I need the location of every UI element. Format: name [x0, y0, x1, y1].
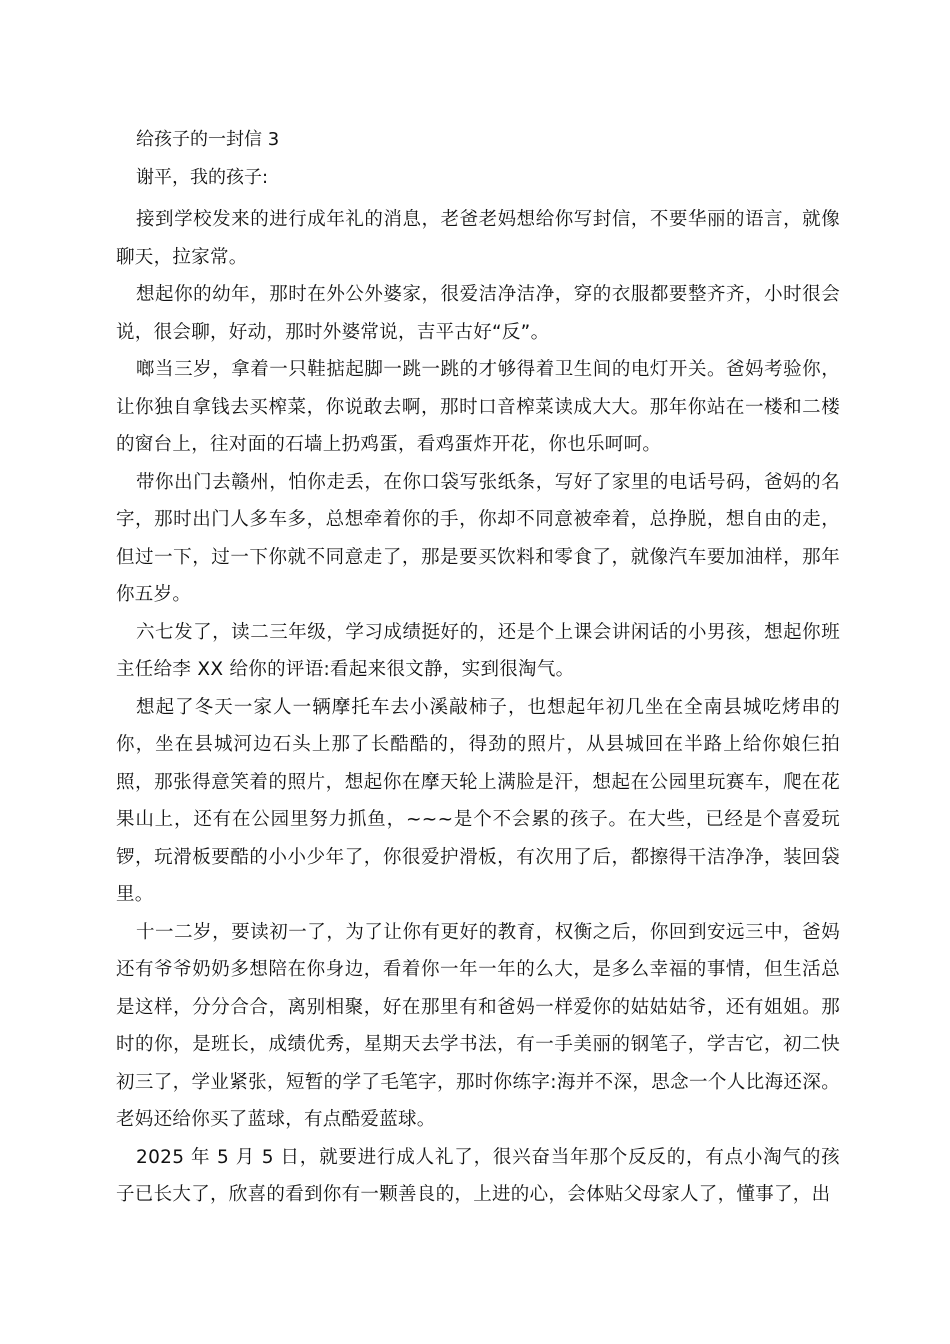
letter-paragraph-4: 带你出门去赣州，怕你走丢，在你口袋写张纸条，写好了家里的电话号码，爸妈的名字，那时出门人多车多，总想牵着你的手，你却不同意被牵着，总挣脱，想自由的走，但过一下，过一下你就不同意走了，那是要买饮料和零食了，就像汽车要加油样，那年你五岁。 [116, 471, 840, 605]
letter-paragraph-8: 2025 年 5 月 5 日，就要进行成人礼了，很兴奋当年那个反反的，有点小淘气的孩子已长大了，欣喜的看到你有一颗善良的，上进的心，会体贴父母家人了，懂事了，出 [116, 1146, 840, 1205]
letter-salutation: 谢平，我的孩子: [136, 167, 269, 188]
letter-paragraph-3: 啷当三岁，拿着一只鞋掂起脚一跳一跳的才够得着卫生间的电灯开关。爸妈考验你，让你独自拿钱去买榨菜，你说敢去啊，那时口音榨菜读成大大。那年你站在一楼和二楼的窗台上，往对面的石墙上扔鸡蛋，看鸡蛋炸开花，你也乐呵呵。 [116, 359, 840, 455]
letter-paragraph-5: 六七发了，读二三年级，学习成绩挺好的，还是个上课会讲闲话的小男孩，想起你班主任给李 XX 给你的评语:看起来很文静，实到很淘气。 [116, 621, 840, 680]
letter-paragraph-1: 接到学校发来的进行成年礼的消息，老爸老妈想给你写封信，不要华丽的语言，就像聊天，拉家常。 [116, 209, 840, 268]
letter-paragraph-2: 想起你的幼年，那时在外公外婆家，很爱洁净洁净，穿的衣服都要整齐齐，小时很会说，很会聊，好动，那时外婆常说，吉平古好“反”。 [116, 284, 840, 343]
letter-title: 给孩子的一封信 3 [136, 129, 280, 150]
letter-paragraph-6: 想起了冬天一家人一辆摩托车去小溪敲柿子，也想起年初几坐在全南县城吃烤串的你，坐在县城河边石头上那了长酷酷的，得劲的照片，从县城回在半路上给你娘仨拍照，那张得意笑着的照片，想起你在摩天轮上满脸是汗，想起在公园里玩赛车，爬在花果山上，还有在公园里努力抓鱼，~~~是个不会累的孩子。在大些，已经是个喜爱玩锣，玩滑板要酷的小小少年了，你很爱护滑板，有次用了后，都擦得干洁净净，装回袋里。 [116, 696, 840, 905]
letter-paragraph-7: 十一二岁，要读初一了，为了让你有更好的教育，权衡之后，你回到安远三中，爸妈还有爷爷奶奶多想陪在你身边，看着你一年一年的么大，是多么幸福的事情，但生活总是这样，分分合合，离别相聚，好在那里有和爸妈一样爱你的姑姑姑爷，还有姐姐。那时的你，是班长，成绩优秀，星期天去学书法，有一手美丽的钢笔子，学吉它，初二快初三了，学业紧张，短暂的学了毛笔字，那时你练字:海并不深，思念一个人比海还深。老妈还给你买了蓝球，有点酷爱蓝球。 [116, 921, 840, 1130]
